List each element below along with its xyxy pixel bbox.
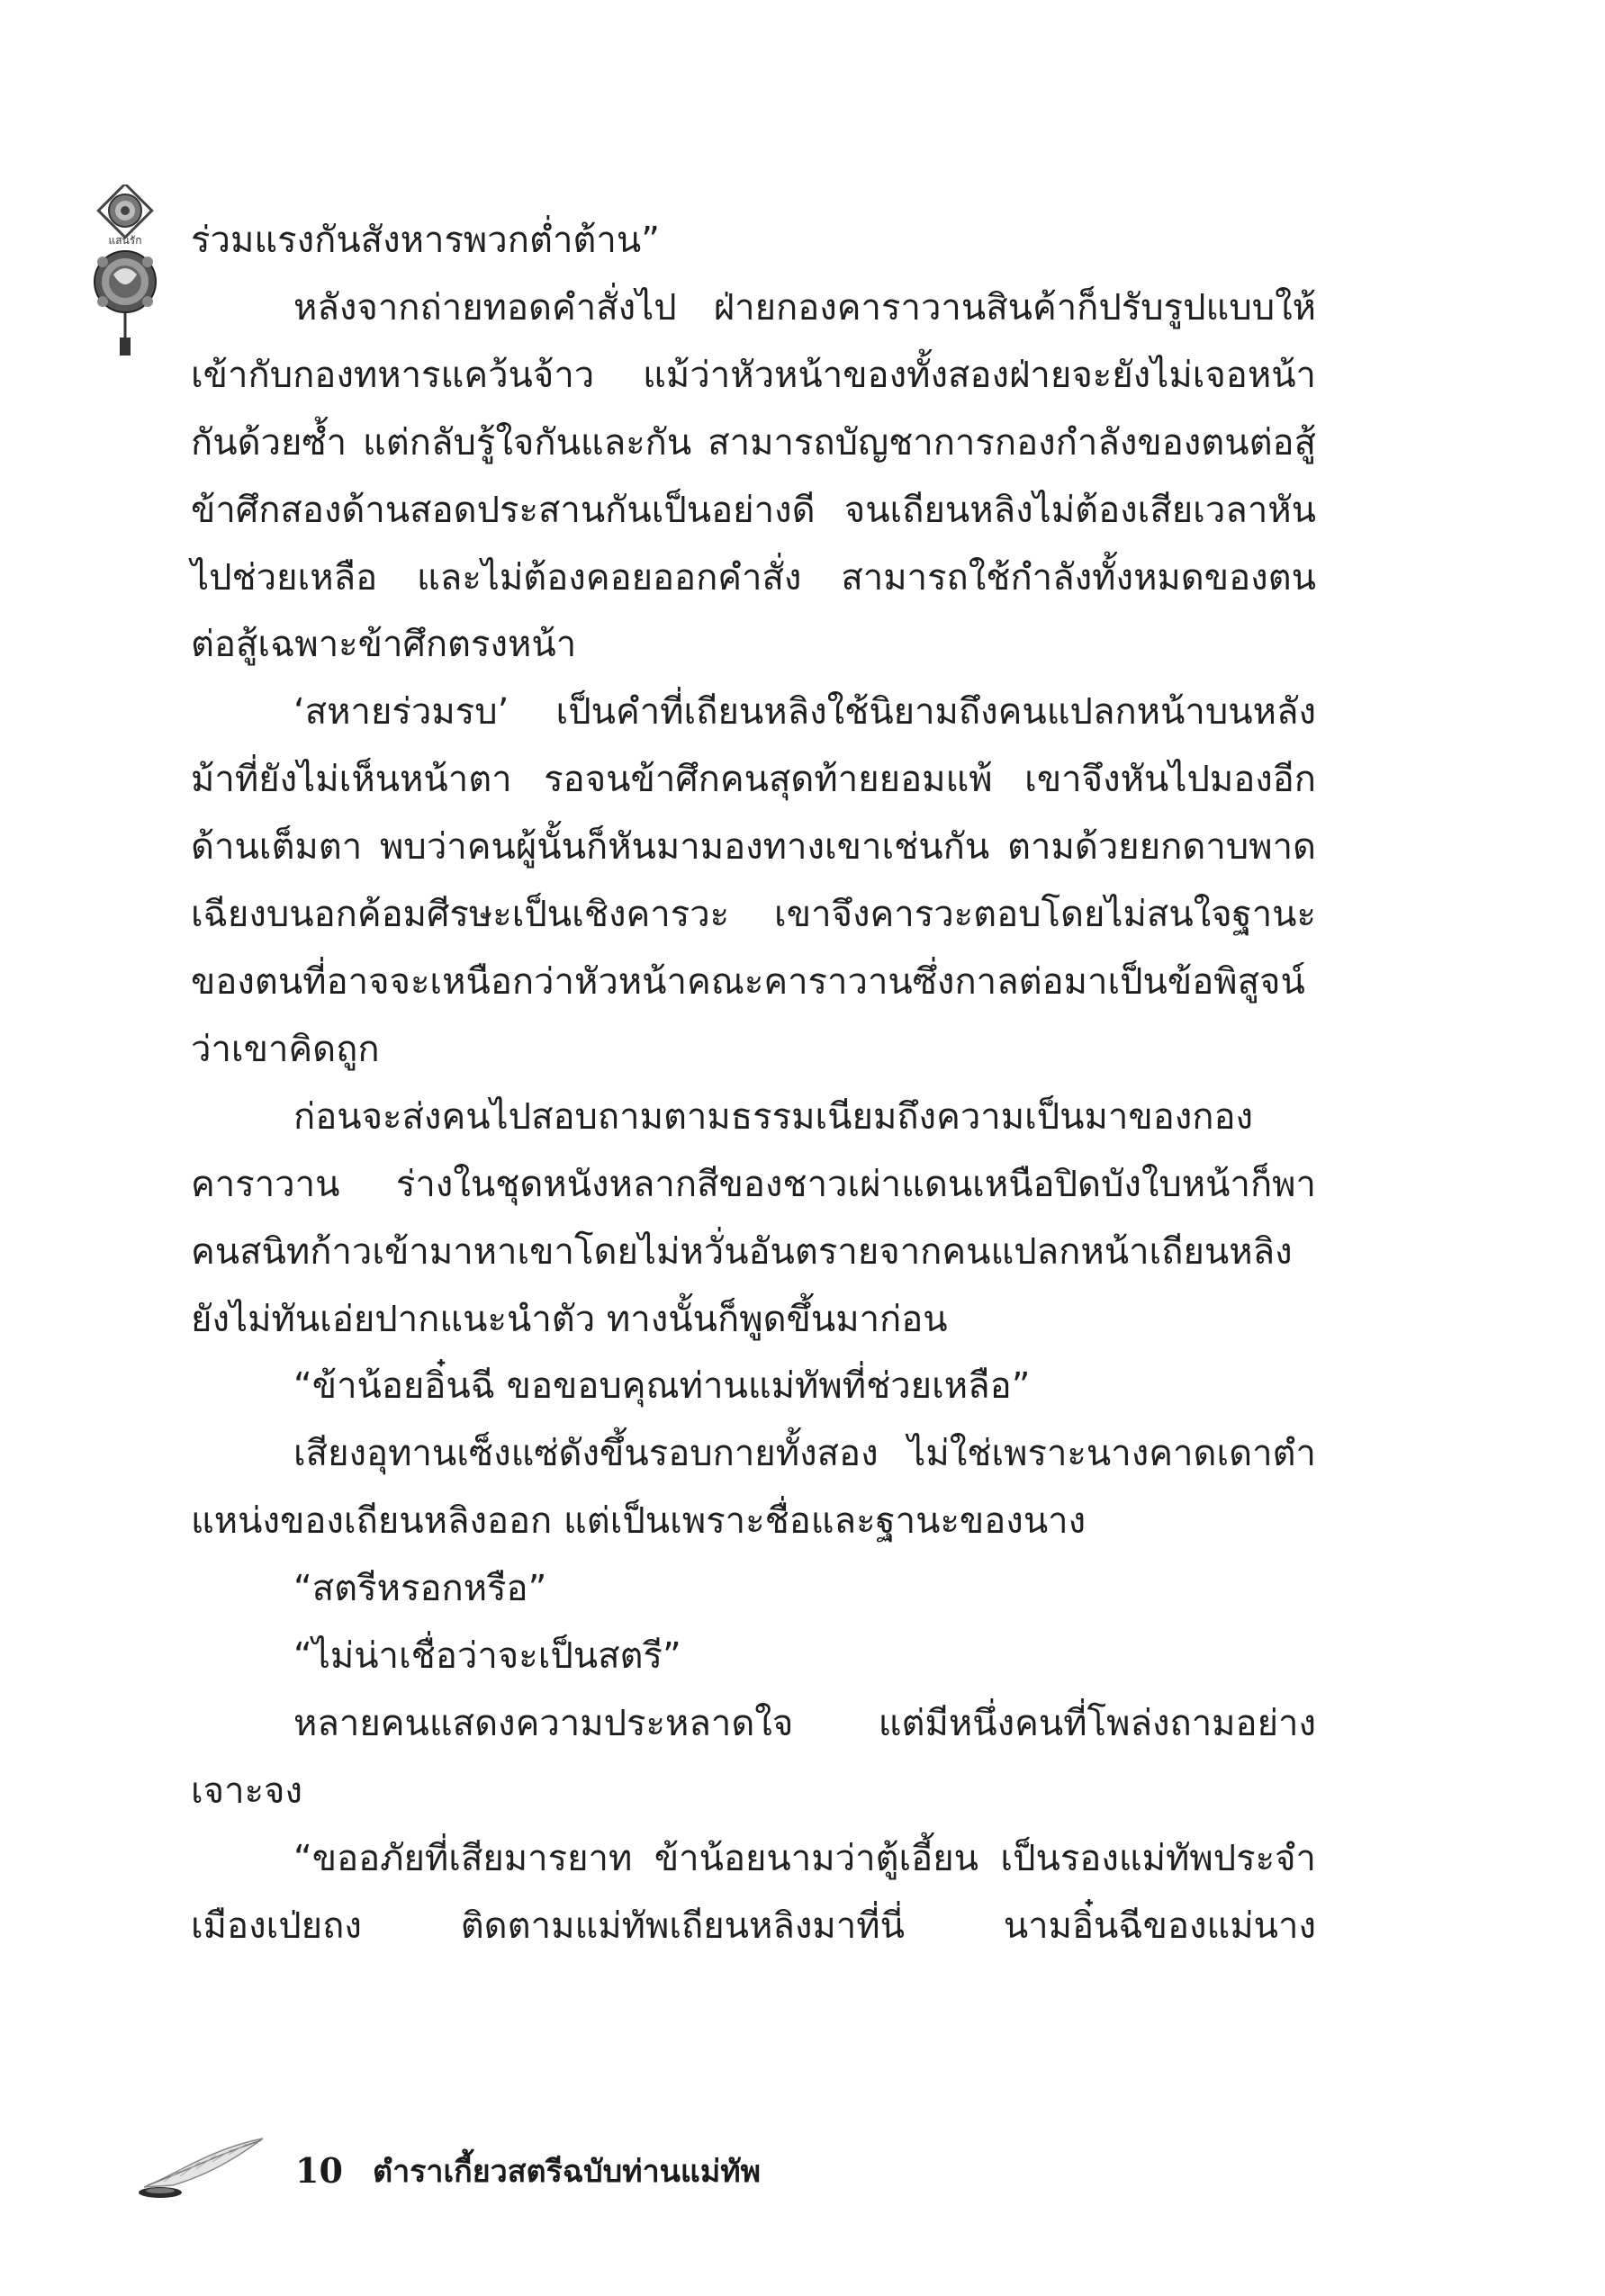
paragraph-6: เสียงอุทานเซ็งแซ่ดังขึ้นรอบกายทั้งสอง ไม่ใช่เพราะนางคาดเดาตำแหน่งของเถียนหลิงออก แต่เป็นเพราะชื่อและฐานะของนาง [191,1433,1316,1543]
paragraph-4: ก่อนจะส่งคนไปสอบถามตามธรรมเนียมถึงความเป็นมาของกองคาราวาน ร่างในชุดหนังหลากสีของชาวเผ่าแดนเหนือปิดบังใบหน้าก็พาคนสนิทก้าวเข้ามาหาเขาโดยไม่หวั่นอันตรายจากคนแปลกหน้าเถียนหลิงยังไม่ทันเอ่ยปากแนะนำตัว ทางนั้นก็พูดขึ้นมาก่อน [191,1095,1316,1340]
paragraph-10: “ขออภัยที่เสียมารยาท ข้าน้อยนามว่าตู้เอี้ยน เป็นรองแม่ทัพประจำเมืองเป่ยถง ติดตามแม่ทัพเถียนหลิงมาที่นี่ นามอิ๋นฉีของแม่นาง [191,1837,1316,1947]
paragraph-7: “สตรีหรอกหรือ” [293,1568,547,1610]
decorative-seal-icon [79,185,174,360]
paragraph-9: หลายคนแสดงความประหลาดใจ แต่มีหนึ่งคนที่โพล่งถามอย่างเจาะจง [191,1702,1316,1812]
body-text [191,207,1316,1960]
paragraph-3: ‘สหายร่วมรบ’ เป็นคำที่เถียนหลิงใช้นิยามถึงคนแปลกหน้าบนหลังม้าที่ยังไม่เห็นหน้าตา รอจนข้าศึกคนสุดท้ายยอมแพ้ เขาจึงหันไปมองอีกด้านเต็มตา พบว่าคนผู้นั้นก็หันมามองทางเขาเช่นกัน ตามด้วยยกดาบพาดเฉียงบนอกค้อมศีรษะเป็นเชิงคารวะ เขาจึงคารวะตอบโดยไม่สนใจฐานะของตนที่อาจจะเหนือกว่าหัวหน้าคณะคาราวานซึ่งกาลต่อมาเป็นข้อพิสูจน์ว่าเขาคิดถูก [191,691,1316,1070]
medallion-top [98,185,151,238]
paragraph-8: “ไม่น่าเชื่อว่าจะเป็นสตรี” [293,1635,681,1678]
page-number: 10 [295,2150,343,2191]
page-footer [137,2131,947,2203]
paragraph-1: ร่วมแรงกันสังหารพวกต่ำต้าน” [191,220,660,261]
ornament-label: แสนรัก [108,234,142,247]
paragraph-5: “ข้าน้อยอิ๋นฉี ขอขอบคุณท่านแม่ทัพที่ช่วยเหลือ” [293,1365,1031,1408]
medallion-bottom [95,251,156,312]
book-title: ตำราเกี้ยวสตรีฉบับท่านแม่ทัพ [373,2154,762,2190]
paragraph-2: หลังจากถ่ายทอดคำสั่งไป ฝ่ายกองคาราวานสินค้าก็ปรับรูปแบบให้เข้ากับกองทหารแคว้นจ้าว แม้ว่าหัวหน้าของทั้งสองฝ่ายจะยังไม่เจอหน้ากันด้วยซ้ำ แต่กลับรู้ใจกันและกัน สามารถบัญชาการกองกำลังของตนต่อสู้ข้าศึกสองด้านสอดประสานกันเป็นอย่างดี จนเถียนหลิงไม่ต้องเสียเวลาหันไปช่วยเหลือ และไม่ต้องคอยออกคำสั่ง สามารถใช้กำลังทั้งหมดของตนต่อสู้เฉพาะข้าศึกตรงหน้า [191,286,1316,666]
feather-quill-icon [137,2131,272,2203]
